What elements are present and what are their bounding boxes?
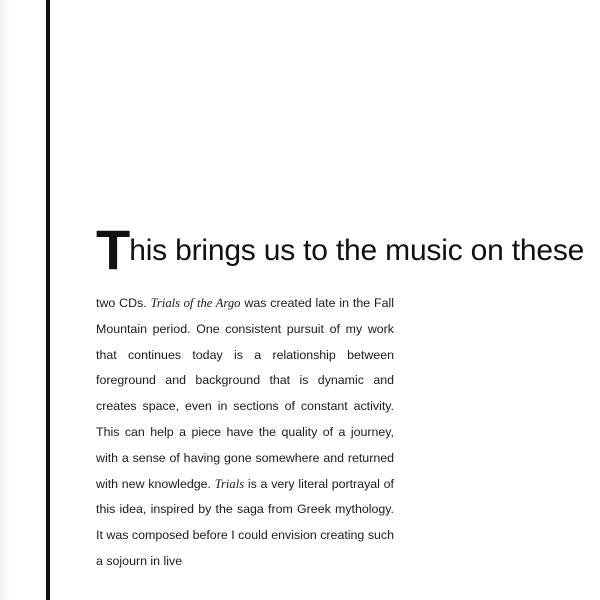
page-edge-shading [0,0,10,600]
work-title-trials: Trials [214,476,245,491]
body-segment-1: two CDs. [96,296,151,310]
work-title-trials-of-the-argo: Trials of the Argo [150,296,241,310]
body-segment-2: was created late in the Fall Mountain period. One consistent pursuit of my work that continues today is a relationship between foreground and background that is dynamic and creates space, even in sections of constant activity. This can help a piece have the quality of a journey, with a sense of having gone somewhere and returned with new knowledge. [96,296,394,491]
body-paragraph [96,291,394,575]
body-segment-3: is a very literal portrayal of this idea, inspired by the saga from Greek mythology. It was composed before I could envision creating such a sojourn in live [96,476,394,568]
vertical-rule [46,0,50,600]
article-text-block [96,218,585,575]
drop-cap: T [96,218,130,281]
headline-text: his brings us to the music on these [129,234,585,267]
headline [96,218,585,281]
